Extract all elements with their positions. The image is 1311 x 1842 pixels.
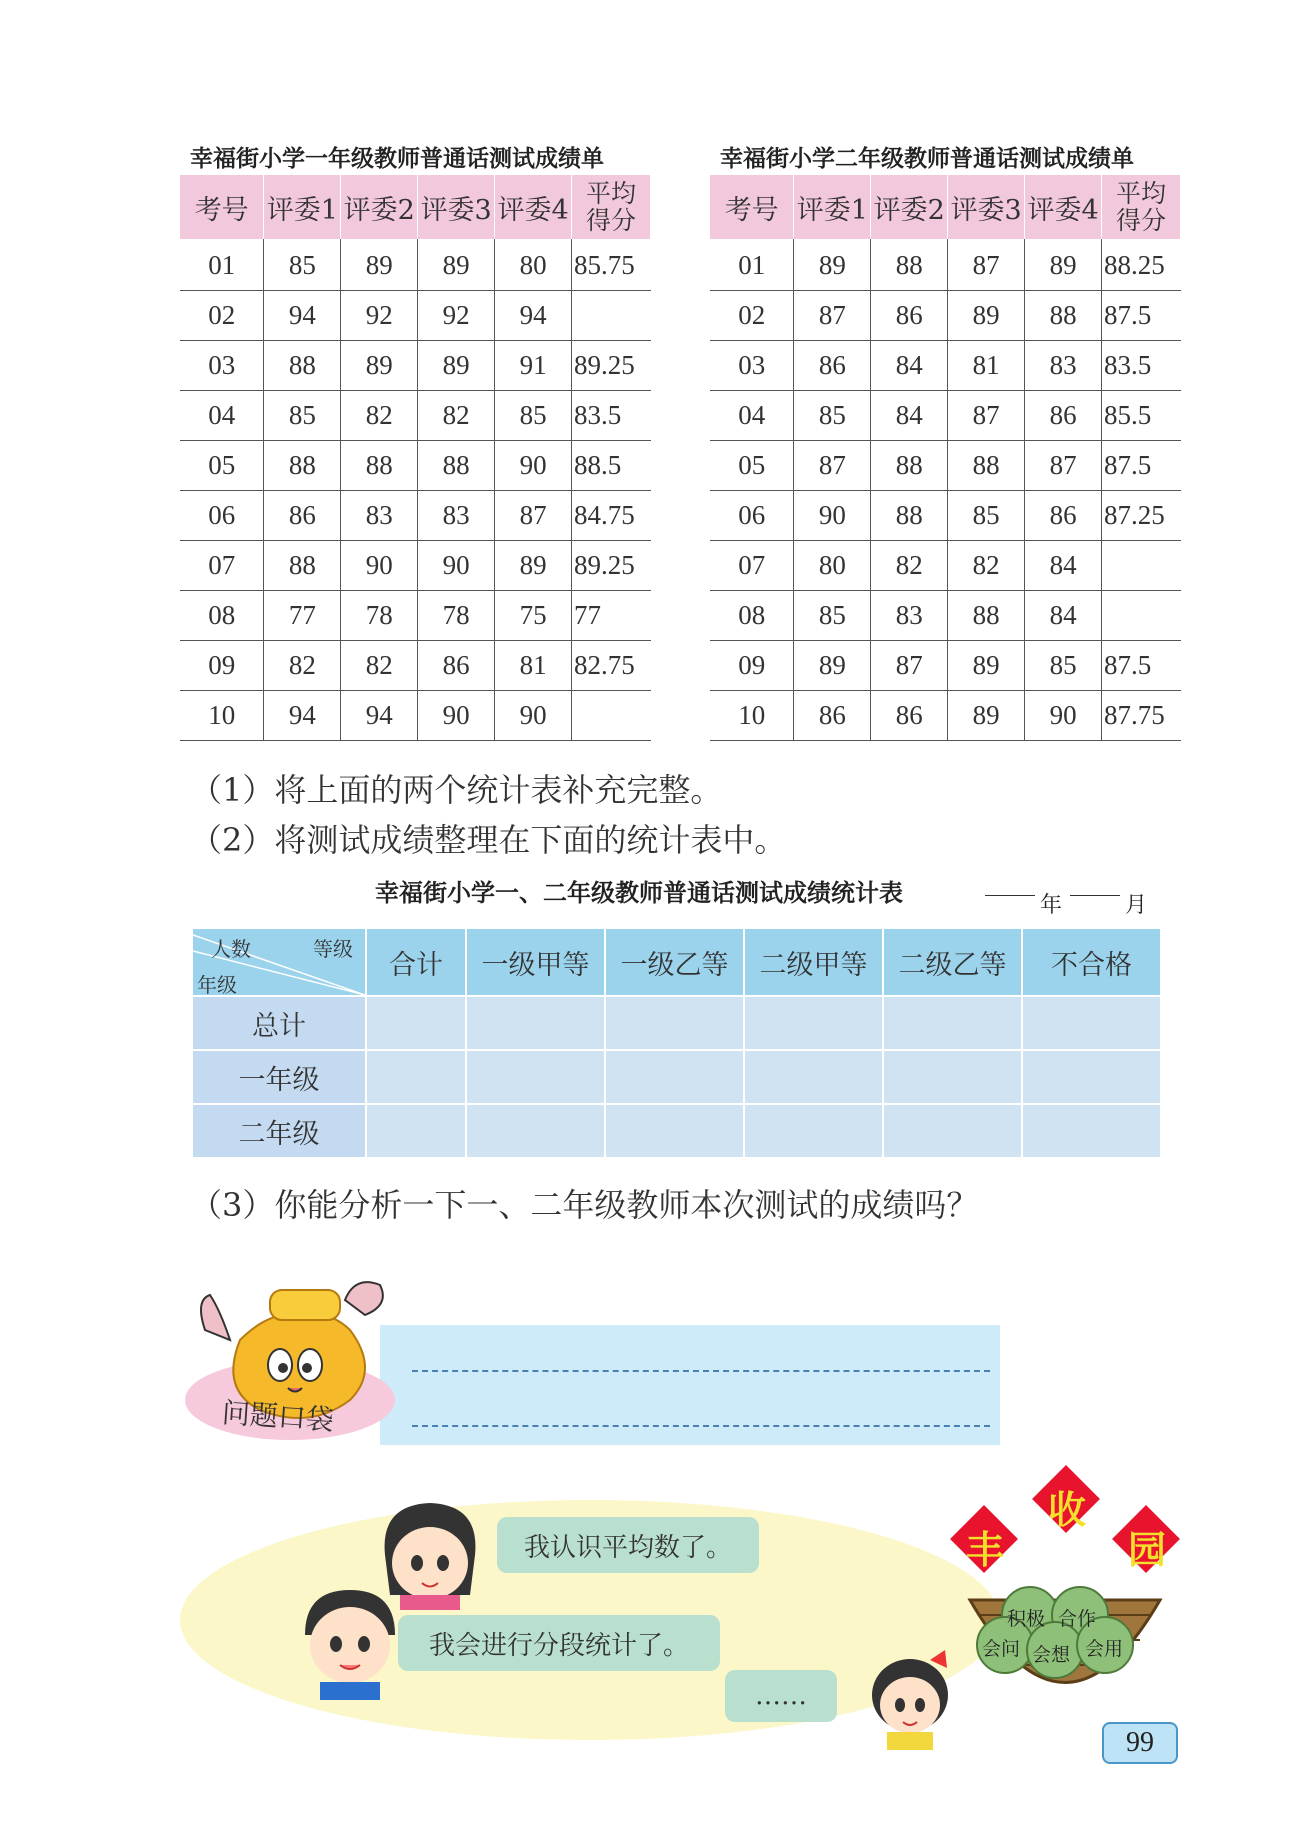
stat-cell[interactable] bbox=[744, 996, 883, 1050]
score-cell: 85 bbox=[264, 391, 341, 441]
score-cell: 78 bbox=[341, 591, 418, 641]
table-row bbox=[180, 291, 651, 341]
score-cell: 81 bbox=[948, 341, 1025, 391]
score-cell: 87 bbox=[948, 239, 1025, 291]
score-cell: 88 bbox=[948, 591, 1025, 641]
badge-char-1: 丰 bbox=[966, 1528, 1005, 1572]
corner-label-grade: 年级 bbox=[197, 973, 237, 997]
table-row bbox=[180, 341, 651, 391]
stat-cell[interactable] bbox=[466, 996, 605, 1050]
score-cell: 89 bbox=[794, 641, 871, 691]
score-cell: 92 bbox=[341, 291, 418, 341]
exam-number-cell: 01 bbox=[180, 239, 264, 291]
average-cell: 83.5 bbox=[572, 391, 651, 441]
score-cell: 87 bbox=[495, 491, 572, 541]
grade2-score-table bbox=[710, 175, 1181, 741]
average-cell: 87.5 bbox=[1102, 291, 1181, 341]
table-row bbox=[710, 391, 1181, 441]
average-cell: 89.25 bbox=[572, 341, 651, 391]
fruit-label-4: 会想 bbox=[1032, 1644, 1071, 1666]
stat-col-fail: 不合格 bbox=[1022, 928, 1161, 996]
table-header-row bbox=[180, 175, 651, 239]
score-cell: 86 bbox=[1025, 391, 1102, 441]
score-cell: 87 bbox=[948, 391, 1025, 441]
score-cell: 92 bbox=[418, 291, 495, 341]
stat-cell[interactable] bbox=[466, 1104, 605, 1158]
average-cell[interactable] bbox=[1102, 541, 1181, 591]
exam-number-cell: 05 bbox=[180, 441, 264, 491]
average-cell: 88.25 bbox=[1102, 239, 1181, 291]
score-cell: 89 bbox=[495, 541, 572, 591]
score-cell: 88 bbox=[1025, 291, 1102, 341]
exam-number-cell: 06 bbox=[710, 491, 794, 541]
score-cell: 86 bbox=[264, 491, 341, 541]
stat-table bbox=[191, 927, 1162, 1159]
header-cell: 评委2 bbox=[871, 175, 948, 239]
average-cell: 87.25 bbox=[1102, 491, 1181, 541]
header-cell: 平均 得分 bbox=[1102, 175, 1181, 239]
stat-col-level1b: 一级乙等 bbox=[605, 928, 744, 996]
grade1-score-table bbox=[180, 175, 651, 741]
stat-cell[interactable] bbox=[883, 1104, 1022, 1158]
year-label: 年 bbox=[1040, 893, 1063, 918]
score-cell: 94 bbox=[264, 691, 341, 741]
table-row bbox=[710, 591, 1181, 641]
header-cell: 考号 bbox=[710, 175, 794, 239]
fruit-label-2: 合作 bbox=[1058, 1608, 1097, 1630]
score-cell: 89 bbox=[948, 691, 1025, 741]
average-cell[interactable] bbox=[572, 691, 651, 741]
stat-cell[interactable] bbox=[1022, 1050, 1161, 1104]
score-cell: 89 bbox=[1025, 239, 1102, 291]
score-cell: 82 bbox=[418, 391, 495, 441]
table-row bbox=[180, 541, 651, 591]
question-3: （3）你能分析一下一、二年级教师本次测试的成绩吗？ bbox=[190, 1186, 979, 1224]
exam-number-cell: 03 bbox=[710, 341, 794, 391]
exam-number-cell: 03 bbox=[180, 341, 264, 391]
average-cell: 85.75 bbox=[572, 239, 651, 291]
average-cell: 84.75 bbox=[572, 491, 651, 541]
table-row bbox=[180, 441, 651, 491]
table-row bbox=[180, 391, 651, 441]
table-row bbox=[180, 239, 651, 291]
corner-label-level: 等级 bbox=[313, 937, 353, 961]
average-cell[interactable] bbox=[572, 291, 651, 341]
score-cell: 89 bbox=[794, 239, 871, 291]
table-row bbox=[180, 491, 651, 541]
average-cell: 87.75 bbox=[1102, 691, 1181, 741]
score-cell: 89 bbox=[948, 291, 1025, 341]
score-cell: 82 bbox=[341, 391, 418, 441]
exam-number-cell: 07 bbox=[710, 541, 794, 591]
boy-avatar-icon bbox=[290, 1580, 410, 1700]
stat-col-level2b: 二级乙等 bbox=[883, 928, 1022, 996]
average-cell: 87.5 bbox=[1102, 441, 1181, 491]
stat-row-label: 二年级 bbox=[192, 1104, 366, 1158]
score-cell: 88 bbox=[418, 441, 495, 491]
score-cell: 87 bbox=[1025, 441, 1102, 491]
header-cell: 评委1 bbox=[264, 175, 341, 239]
score-cell: 91 bbox=[495, 341, 572, 391]
month-blank[interactable] bbox=[1070, 895, 1120, 896]
stat-row-total bbox=[192, 996, 1161, 1050]
score-cell: 80 bbox=[495, 239, 572, 291]
stat-cell[interactable] bbox=[605, 1104, 744, 1158]
score-cell: 78 bbox=[418, 591, 495, 641]
stat-cell[interactable] bbox=[366, 1050, 466, 1104]
exam-number-cell: 10 bbox=[180, 691, 264, 741]
score-cell: 90 bbox=[341, 541, 418, 591]
stat-row-label: 一年级 bbox=[192, 1050, 366, 1104]
score-cell: 85 bbox=[948, 491, 1025, 541]
score-cell: 88 bbox=[264, 341, 341, 391]
stat-cell[interactable] bbox=[883, 1050, 1022, 1104]
stat-cell[interactable] bbox=[883, 996, 1022, 1050]
score-cell: 83 bbox=[341, 491, 418, 541]
exam-number-cell: 02 bbox=[180, 291, 264, 341]
stat-col-level2a: 二级甲等 bbox=[744, 928, 883, 996]
header-cell: 评委1 bbox=[794, 175, 871, 239]
table-row bbox=[710, 491, 1181, 541]
score-cell: 84 bbox=[871, 391, 948, 441]
score-cell: 88 bbox=[871, 491, 948, 541]
month-label: 月 bbox=[1125, 893, 1148, 918]
average-cell: 85.5 bbox=[1102, 391, 1181, 441]
score-cell: 83 bbox=[1025, 341, 1102, 391]
table-row bbox=[710, 291, 1181, 341]
score-cell: 89 bbox=[341, 239, 418, 291]
exam-number-cell: 05 bbox=[710, 441, 794, 491]
exam-number-cell: 04 bbox=[710, 391, 794, 441]
stat-row-label: 总计 bbox=[192, 996, 366, 1050]
score-cell: 90 bbox=[418, 541, 495, 591]
score-cell: 84 bbox=[1025, 541, 1102, 591]
score-cell: 82 bbox=[871, 541, 948, 591]
header-cell: 评委2 bbox=[341, 175, 418, 239]
answer-box bbox=[380, 1325, 1000, 1445]
stat-cell[interactable] bbox=[466, 1050, 605, 1104]
score-cell: 86 bbox=[794, 341, 871, 391]
table-row bbox=[710, 239, 1181, 291]
table-row bbox=[710, 441, 1181, 491]
score-cell: 88 bbox=[264, 541, 341, 591]
stat-cell[interactable] bbox=[366, 996, 466, 1050]
year-blank[interactable] bbox=[985, 895, 1035, 896]
score-cell: 87 bbox=[794, 441, 871, 491]
exam-number-cell: 01 bbox=[710, 239, 794, 291]
table-row bbox=[710, 641, 1181, 691]
table-row bbox=[710, 691, 1181, 741]
stat-cell[interactable] bbox=[605, 996, 744, 1050]
header-cell: 评委3 bbox=[418, 175, 495, 239]
average-cell: 82.75 bbox=[572, 641, 651, 691]
header-cell: 评委4 bbox=[495, 175, 572, 239]
stat-row-grade1 bbox=[192, 1050, 1161, 1104]
stat-cell[interactable] bbox=[366, 1104, 466, 1158]
stat-cell[interactable] bbox=[744, 1104, 883, 1158]
score-cell: 82 bbox=[341, 641, 418, 691]
score-cell: 89 bbox=[418, 341, 495, 391]
header-cell: 平均 得分 bbox=[572, 175, 651, 239]
score-cell: 86 bbox=[871, 691, 948, 741]
exam-number-cell: 07 bbox=[180, 541, 264, 591]
score-cell: 88 bbox=[264, 441, 341, 491]
score-cell: 85 bbox=[264, 239, 341, 291]
stat-cell[interactable] bbox=[605, 1050, 744, 1104]
question-1: （1）将上面的两个统计表补充完整。 bbox=[190, 771, 723, 809]
speech-bubble-1: 我认识平均数了。 bbox=[497, 1517, 759, 1573]
score-cell: 86 bbox=[794, 691, 871, 741]
score-cell: 89 bbox=[418, 239, 495, 291]
average-cell: 89.25 bbox=[572, 541, 651, 591]
score-cell: 88 bbox=[948, 441, 1025, 491]
score-cell: 86 bbox=[871, 291, 948, 341]
score-cell: 86 bbox=[1025, 491, 1102, 541]
header-cell: 评委4 bbox=[1025, 175, 1102, 239]
page-number: 99 bbox=[1102, 1722, 1178, 1764]
score-cell: 90 bbox=[794, 491, 871, 541]
table-row bbox=[180, 591, 651, 641]
corner-label-count: 人数 bbox=[211, 937, 251, 961]
table1-title: 幸福街小学一年级教师普通话测试成绩单 bbox=[190, 146, 604, 172]
table-row bbox=[180, 641, 651, 691]
exam-number-cell: 08 bbox=[180, 591, 264, 641]
score-cell: 85 bbox=[794, 591, 871, 641]
score-cell: 85 bbox=[495, 391, 572, 441]
header-cell: 考号 bbox=[180, 175, 264, 239]
score-cell: 75 bbox=[495, 591, 572, 641]
stat-corner-cell bbox=[192, 928, 366, 996]
badge-char-2: 收 bbox=[1048, 1488, 1087, 1532]
table-row bbox=[710, 341, 1181, 391]
table-row bbox=[180, 691, 651, 741]
table2-title: 幸福街小学二年级教师普通话测试成绩单 bbox=[720, 146, 1134, 172]
score-cell: 84 bbox=[1025, 591, 1102, 641]
table-header-row bbox=[710, 175, 1181, 239]
exam-number-cell: 10 bbox=[710, 691, 794, 741]
score-cell: 87 bbox=[871, 641, 948, 691]
score-cell: 89 bbox=[341, 341, 418, 391]
header-cell: 评委3 bbox=[948, 175, 1025, 239]
average-cell: 77 bbox=[572, 591, 651, 641]
question-2: （2）将测试成绩整理在下面的统计表中。 bbox=[190, 821, 787, 859]
speech-bubble-3: …… bbox=[725, 1670, 837, 1722]
score-cell: 90 bbox=[495, 691, 572, 741]
score-cell: 82 bbox=[264, 641, 341, 691]
exam-number-cell: 08 bbox=[710, 591, 794, 641]
exam-number-cell: 09 bbox=[710, 641, 794, 691]
answer-line-1[interactable] bbox=[412, 1370, 990, 1372]
badge-char-3: 园 bbox=[1128, 1528, 1167, 1572]
speech-bubble-2: 我会进行分段统计了。 bbox=[398, 1615, 720, 1671]
score-cell: 84 bbox=[871, 341, 948, 391]
stat-cell[interactable] bbox=[1022, 996, 1161, 1050]
score-cell: 81 bbox=[495, 641, 572, 691]
fruit-label-3: 会问 bbox=[982, 1638, 1021, 1660]
score-cell: 88 bbox=[871, 239, 948, 291]
score-cell: 94 bbox=[341, 691, 418, 741]
fruit-label-5: 会用 bbox=[1085, 1638, 1124, 1660]
score-cell: 94 bbox=[264, 291, 341, 341]
stat-col-level1a: 一级甲等 bbox=[466, 928, 605, 996]
exam-number-cell: 02 bbox=[710, 291, 794, 341]
score-cell: 82 bbox=[948, 541, 1025, 591]
score-cell: 85 bbox=[1025, 641, 1102, 691]
score-cell: 83 bbox=[871, 591, 948, 641]
stat-row-grade2 bbox=[192, 1104, 1161, 1158]
average-cell: 83.5 bbox=[1102, 341, 1181, 391]
stat-cell[interactable] bbox=[744, 1050, 883, 1104]
exam-number-cell: 06 bbox=[180, 491, 264, 541]
score-cell: 77 bbox=[264, 591, 341, 641]
score-cell: 88 bbox=[871, 441, 948, 491]
stat-col-total: 合计 bbox=[366, 928, 466, 996]
stat-cell[interactable] bbox=[1022, 1104, 1161, 1158]
stat-table-title: 幸福街小学一、二年级教师普通话测试成绩统计表 bbox=[375, 879, 903, 907]
score-cell: 90 bbox=[1025, 691, 1102, 741]
answer-line-2[interactable] bbox=[412, 1425, 990, 1427]
average-cell[interactable] bbox=[1102, 591, 1181, 641]
score-cell: 89 bbox=[948, 641, 1025, 691]
score-cell: 88 bbox=[341, 441, 418, 491]
score-cell: 83 bbox=[418, 491, 495, 541]
score-cell: 90 bbox=[418, 691, 495, 741]
score-cell: 87 bbox=[794, 291, 871, 341]
score-cell: 85 bbox=[794, 391, 871, 441]
average-cell: 88.5 bbox=[572, 441, 651, 491]
table-row bbox=[710, 541, 1181, 591]
average-cell: 87.5 bbox=[1102, 641, 1181, 691]
score-cell: 90 bbox=[495, 441, 572, 491]
score-cell: 80 bbox=[794, 541, 871, 591]
exam-number-cell: 04 bbox=[180, 391, 264, 441]
fruit-label-1: 积极 bbox=[1007, 1608, 1046, 1630]
pocket-label: 问题口袋 bbox=[220, 1396, 335, 1437]
score-cell: 94 bbox=[495, 291, 572, 341]
score-cell: 86 bbox=[418, 641, 495, 691]
exam-number-cell: 09 bbox=[180, 641, 264, 691]
